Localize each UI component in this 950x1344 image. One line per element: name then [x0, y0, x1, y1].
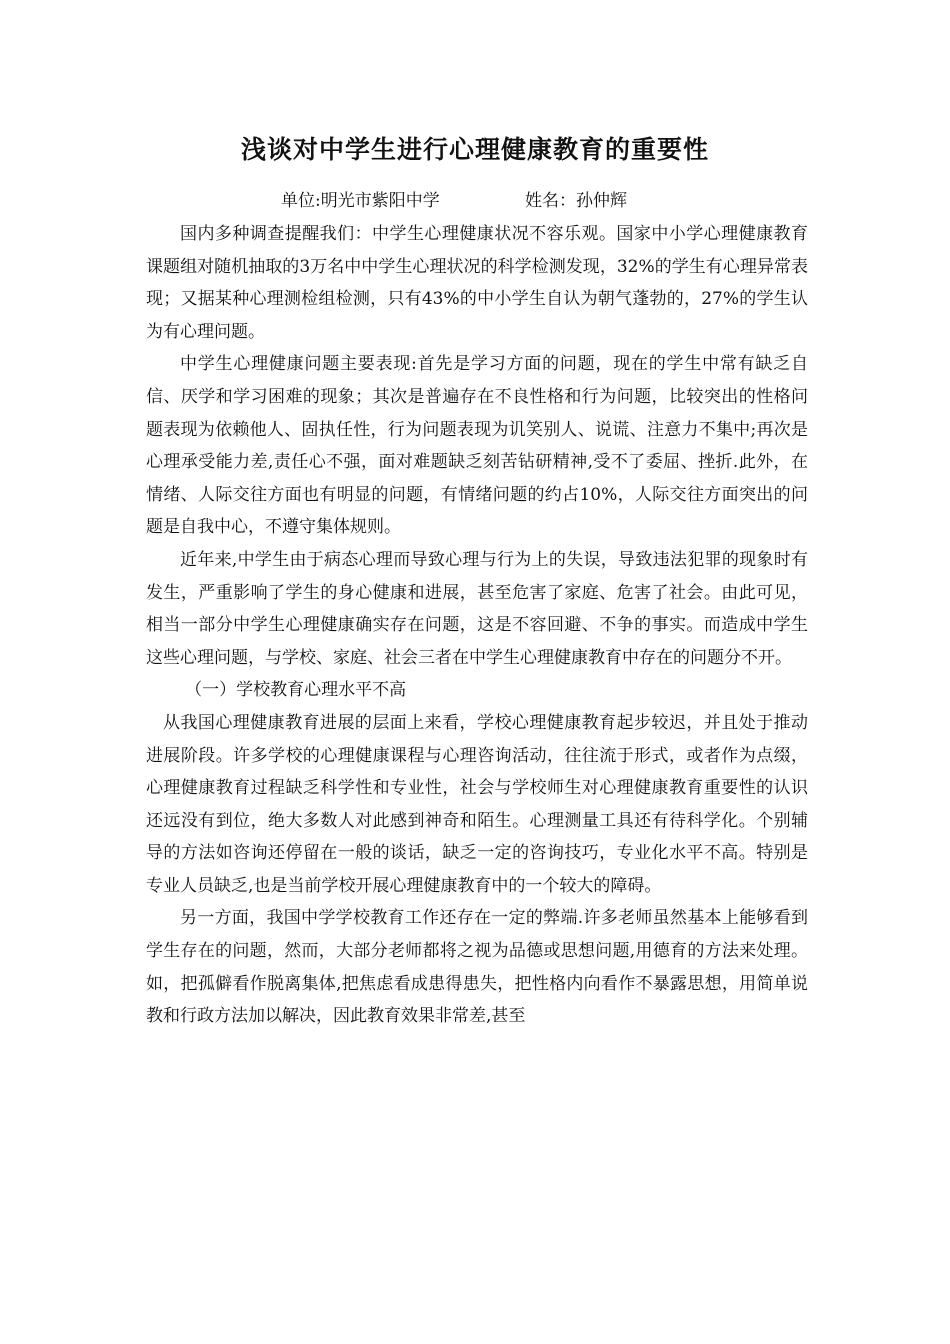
document-body	[146, 218, 808, 1033]
author-unit: 单位:明光市紫阳中学	[281, 191, 440, 211]
byline	[0, 186, 950, 216]
paragraph-4: 从我国心理健康教育进展的层面上来看，学校心理健康教育起步较迟，并且处于推动进展阶段。许多学校的心理健康课程与心理咨询活动，往往流于形式，或者作为点缀，心理健康教育过程缺乏科学性和专业性，社会与学校师生对心理健康教育重要性的认识还远没有到位，绝大多数人对此感到神奇和陌生。心理测量工具还有待科学化。个别辅导的方法如咨询还停留在一般的谈话，缺乏一定的咨询技巧，专业化水平不高。特别是专业人员缺乏,也是当前学校开展心理健康教育中的一个较大的障碍。	[146, 712, 808, 896]
author-name: 姓名：孙仲辉	[525, 191, 627, 211]
paragraph-2: 中学生心理健康问题主要表现:首先是学习方面的问题，现在的学生中常有缺乏自信、厌学和学习困难的现象；其次是普遍存在不良性格和行为问题，比较突出的性格问题表现为依赖他人、固执任性，行为问题表现为讥笑别人、说谎、注意力不集中;再次是心理承受能力差,责任心不强，面对难题缺乏刻苦钻研精神,受不了委屈、挫折.此外，在情绪、人际交往方面也有明显的问题，有情绪问题的约占10%，人际交往方面突出的问题是自我中心，不遵守集体规则。	[146, 354, 808, 538]
paragraph-5: 另一方面，我国中学学校教育工作还存在一定的弊端.许多老师虽然基本上能够看到学生存在的问题，然而，大部分老师都将之视为品德或思想问题,用德育的方法来处理。如，把孤僻看作脱离集体,把焦虑看成患得患失，把性格内向看作不暴露思想，用简单说教和行政方法加以解决，因此教育效果非常差,甚至	[146, 908, 808, 1027]
paragraph-3: 近年来,中学生由于病态心理而导致心理与行为上的失误，导致违法犯罪的现象时有发生，严重影响了学生的身心健康和进展，甚至危害了家庭、危害了社会。由此可见，相当一部分中学生心理健康确实存在问题，这是不容回避、不争的事实。而造成中学生这些心理问题，与学校、家庭、社会三者在中学生心理健康教育中存在的问题分不开。	[146, 549, 808, 668]
section-heading: （一）学校教育心理水平不高	[185, 680, 407, 701]
document-title: 浅谈对中学生进行心理健康教育的重要性	[240, 135, 709, 164]
paragraph-1: 国内多种调查提醒我们：中学生心理健康状况不容乐观。国家中小学心理健康教育课题组对随机抽取的3万名中中学生心理状况的科学检测发现，32%的学生有心理异常表现；又据某种心理测检组检测，只有43%的中小学生自认为朝气蓬勃的，27%的学生认为有心理问题。	[146, 224, 808, 342]
